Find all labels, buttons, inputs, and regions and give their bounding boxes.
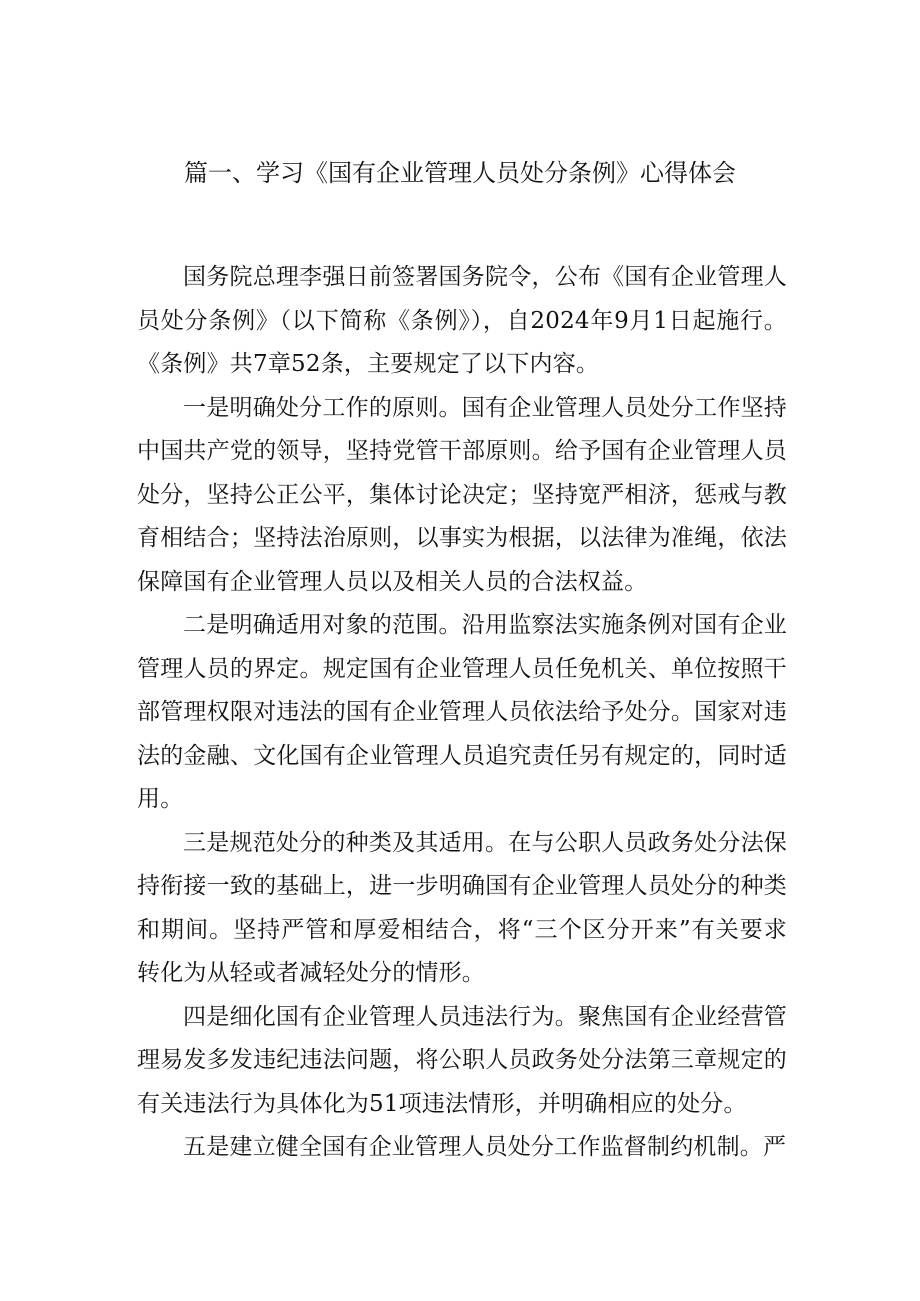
paragraph-types: 三是规范处分的种类及其适用。在与公职人员政务处分法保持衔接一致的基础上，进一步明确国有企业管理人员处分的种类和期间。坚持严管和厚爱相结合，将“三个区分开来”有关要求转化为从轻或者减轻处分的情形。 xyxy=(137,829,787,986)
paragraph-intro: 国务院总理李强日前签署国务院令，公布《国有企业管理人员处分条例》（以下简称《条例》），自2024年9月1日起施行。《条例》共7章52条，主要规定了以下内容。 xyxy=(137,264,787,377)
paragraph-principles: 一是明确处分工作的原则。国有企业管理人员处分工作坚持中国共产党的领导，坚持党管干部原则。给予国有企业管理人员处分，坚持公正公平，集体讨论决定；坚持宽严相济，惩戒与教育相结合；坚持法治原则，以事实为根据，以法律为准绳，依法保障国有企业管理人员以及相关人员的合法权益。 xyxy=(137,394,787,595)
document-title: 篇一、学习《国有企业管理人员处分条例》心得体会 xyxy=(184,159,736,187)
document-body xyxy=(137,256,787,1170)
paragraph-scope: 二是明确适用对象的范围。沿用监察法实施条例对国有企业管理人员的界定。规定国有企业管理人员任免机关、单位按照干部管理权限对违法的国有企业管理人员依法给予处分。国家对违法的金融、文化国有企业管理人员追究责任另有规定的，同时适用。 xyxy=(137,612,787,812)
paragraph-violations: 四是细化国有企业管理人员违法行为。聚焦国有企业经营管理易发多发违纪违法问题，将公职人员政务处分法第三章规定的有关违法行为具体化为51项违法情形，并明确相应的处分。 xyxy=(137,1003,787,1117)
paragraph-supervision: 五是建立健全国有企业管理人员处分工作监督制约机制。严 xyxy=(183,1134,787,1160)
